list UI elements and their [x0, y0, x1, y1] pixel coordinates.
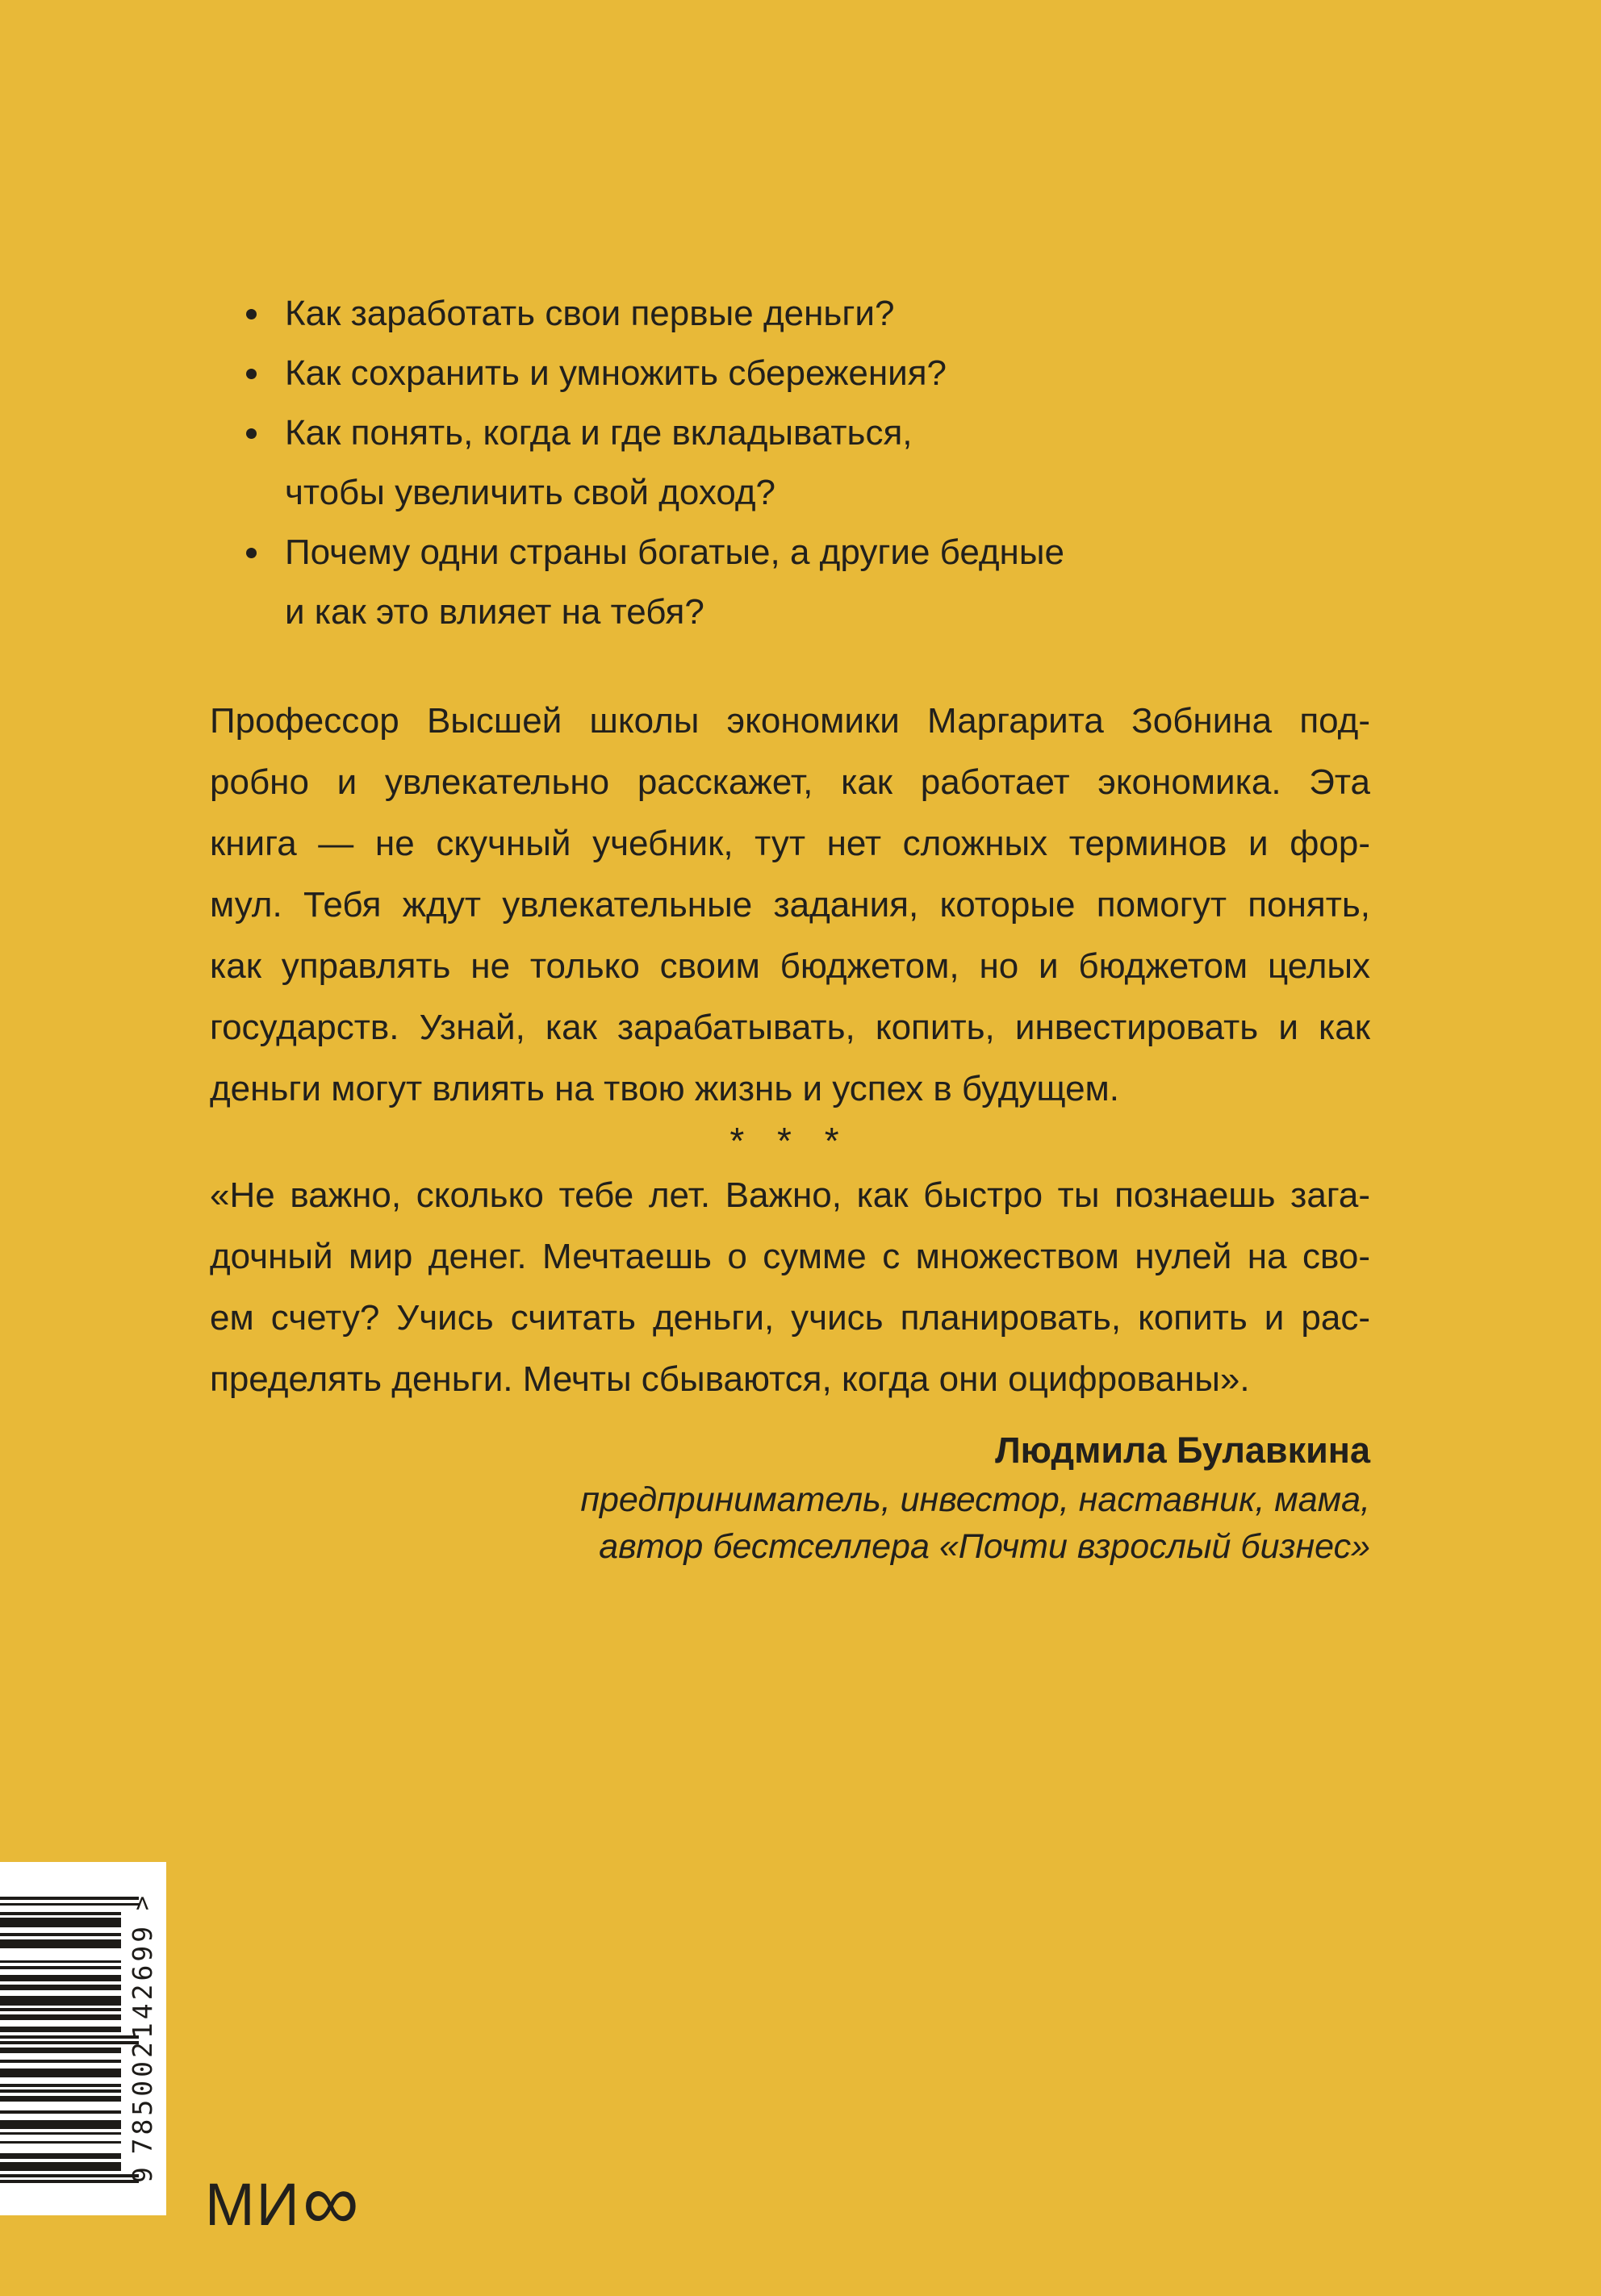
endorser-role: автор бестселлера «Почти взрослый бизнес»: [599, 1527, 1370, 1566]
list-item-text: и как это влияет на тебя?: [285, 592, 704, 632]
barcode-quiet-zone-arrow: >: [127, 1896, 157, 1911]
publisher-logo: МИ ∞: [205, 2156, 359, 2246]
quote-line: пределять деньги. Мечты сбываются, когда они оцифрованы».: [210, 1359, 1250, 1399]
description-line: деньги могут влиять на твою жизнь и успех в будущем.: [210, 1069, 1120, 1108]
description-paragraph: [210, 691, 1370, 1120]
list-item: [210, 344, 1370, 403]
description-line: книга — не скучный учебник, тут нет сложных терминов и фор-: [210, 824, 1370, 863]
description-line: мул. Тебя ждут увлекательные задания, которые помогут понять,: [210, 885, 1370, 925]
quote-line: «Не важно, сколько тебе лет. Важно, как быстро ты познаешь зага-: [210, 1175, 1370, 1215]
bullet-icon: [246, 548, 257, 558]
endorser-name: Людмила Булавкина: [995, 1430, 1370, 1471]
description-line: как управлять не только своим бюджетом, но и бюджетом целых: [210, 946, 1370, 986]
list-item-text: Как заработать свои первые деньги?: [285, 294, 895, 333]
list-item-text: Как понять, когда и где вкладываться,: [285, 413, 913, 453]
description-line: Профессор Высшей школы экономики Маргарита Зобнина под-: [210, 701, 1370, 741]
list-item-text: Как сохранить и умножить сбережения?: [285, 353, 947, 393]
description-line: государств. Узнай, как зарабатывать, копить, инвестировать и как: [210, 1008, 1370, 1047]
endorser-role: предприниматель, инвестор, наставник, мама,: [580, 1480, 1370, 1519]
bullet-icon: [246, 428, 257, 439]
barcode-number-prefix: 9: [126, 2167, 158, 2183]
barcode-module: [0, 2180, 139, 2183]
description-line: робно и увлекательно расскажет, как работает экономика. Эта: [210, 762, 1370, 802]
section-separator: * * *: [729, 1120, 851, 1162]
endorsement-quote: [210, 1165, 1370, 1410]
questions-list: [210, 284, 1370, 642]
list-item: [210, 403, 1370, 523]
barcode-bars: [0, 1896, 139, 2183]
quote-line: дочный мир денег. Мечтаешь о сумме с множеством нулей на сво-: [210, 1237, 1370, 1276]
quote-line: ем счету? Учись считать деньги, учись планировать, копить и рас-: [210, 1298, 1370, 1338]
list-item-text: чтобы увеличить свой доход?: [285, 473, 776, 512]
isbn-barcode: [0, 1862, 166, 2215]
list-item: [210, 523, 1370, 642]
publisher-logo-letters: МИ: [205, 2171, 301, 2238]
list-item-text: Почему одни страны богатые, а другие бедные: [285, 532, 1064, 572]
list-item: [210, 284, 1370, 344]
bullet-icon: [246, 369, 257, 379]
barcode-number-digits: 785002142699: [126, 1922, 158, 2155]
barcode-number: [124, 1896, 160, 2183]
quote-attribution: [210, 1425, 1370, 1570]
bullet-icon: [246, 309, 257, 319]
